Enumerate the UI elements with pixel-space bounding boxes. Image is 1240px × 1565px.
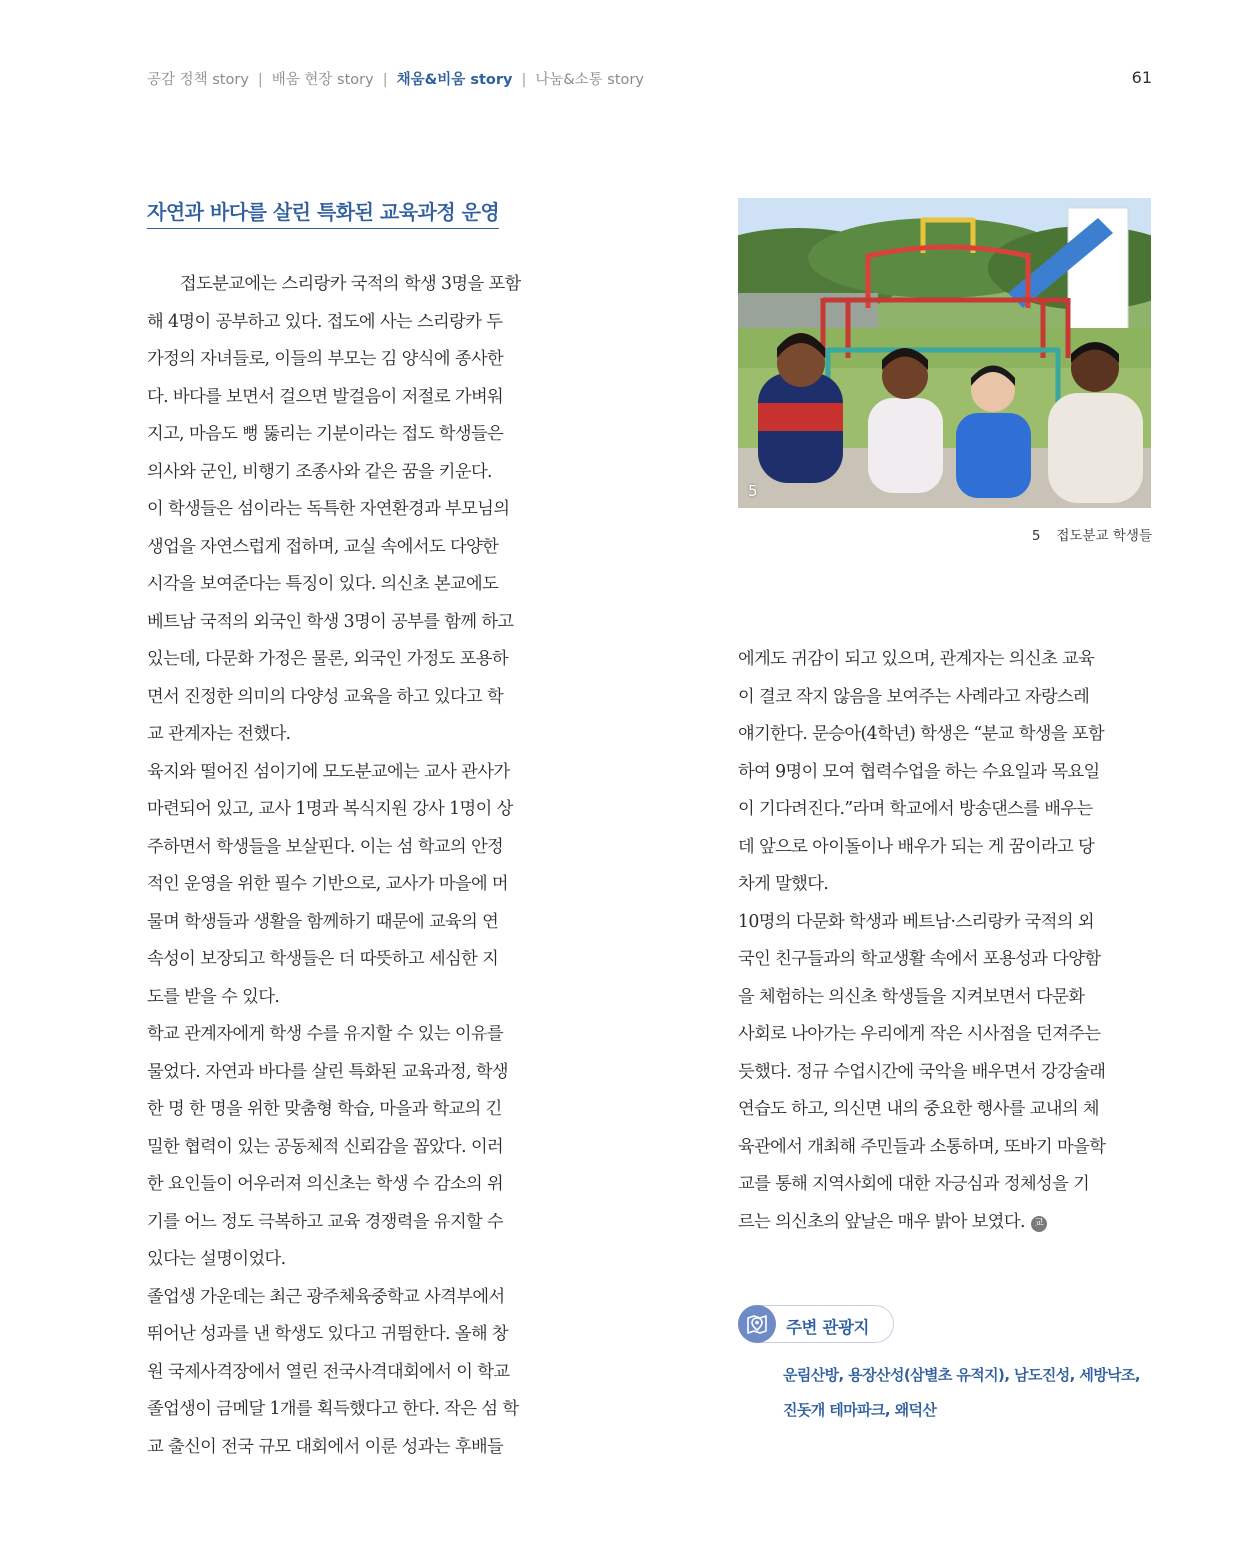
text-line: 졸업생 가운데는 최근 광주체육중학교 사격부에서 [147,1286,505,1307]
attractions-line: 진돗개 테마파크, 왜덕산 [783,1401,937,1419]
text-line: 교 출신이 전국 규모 대회에서 이룬 성과는 후배들 [147,1436,504,1457]
left-column [147,266,562,1466]
nav-separator: | [257,72,263,88]
nav-item-sharing[interactable]: 나눔&소통 story [535,72,644,88]
text-line: 마련되어 있고, 교사 1명과 복식지원 강사 1명이 상 [147,799,513,819]
text-line: 에게도 귀감이 되고 있으며, 관계자는 의신초 교육 [738,649,1095,669]
text-line: 주하면서 학생들을 보살핀다. 이는 섬 학교의 안정 [147,836,504,857]
last-line-text: 르는 의신초의 앞날은 매우 밝아 보였다. [738,1211,1025,1232]
text-line: 생업을 자연스럽게 접하며, 교실 속에서도 다양한 [147,536,499,557]
attractions-label: 주변 관광지 [786,1318,870,1337]
text-line: 한 명 한 명을 위한 맞춤형 학습, 마을과 학교의 긴 [147,1099,502,1119]
text-line: 데 앞으로 아이돌이나 배우가 되는 게 꿈이라고 당 [738,836,1095,857]
text-line: 이 기다려진다.”라며 학교에서 방송댄스를 배우는 [738,799,1093,819]
text-line: 지고, 마음도 뻥 뚫리는 기분이라는 접도 학생들은 [147,424,504,444]
school-children-photo [738,198,1151,508]
nav-item-fill-empty[interactable]: 채움&비움 story [396,72,513,88]
text-line: 졸업생이 금메달 1개를 획득했다고 한다. 작은 섬 학 [147,1399,519,1419]
text-line: 의사와 군인, 비행기 조종사와 같은 꿈을 키운다. [147,461,492,482]
text-line: 육지와 떨어진 섬이기에 모도분교에는 교사 관사가 [147,761,510,782]
text-line: 원 국제사격장에서 열린 전국사격대회에서 이 학교 [147,1361,510,1382]
nav-item-policy[interactable]: 공감 정책 story [147,72,249,88]
text-line: 시각을 보여준다는 특징이 있다. 의신초 본교에도 [147,574,499,594]
text-line: 연습도 하고, 의신면 내의 중요한 행사를 교내의 체 [738,1099,1100,1119]
text-line [738,1204,1152,1242]
photo-illustration [738,198,1151,508]
text-line: 다. 바다를 보면서 걸으면 발걸음이 저절로 가벼워 [147,386,504,407]
text-line: 차게 말했다. [738,874,829,894]
text-line: 육관에서 개최해 주민들과 소통하며, 또바기 마을학 [738,1136,1106,1157]
text-line: 하여 9명이 모여 협력수업을 하는 수요일과 목요일 [738,761,1100,782]
text-line: 해 4명이 공부하고 있다. 접도에 사는 스리랑카 두 [147,311,503,332]
text-line: 듯했다. 정규 수업시간에 국악을 배우면서 강강술래 [738,1061,1106,1082]
text-line: 교를 통해 지역사회에 대한 자긍심과 정체성을 기 [738,1174,1090,1194]
caption-text: 접도분교 학생들 [1056,528,1152,544]
text-line: 도를 받을 수 있다. [147,986,280,1007]
map-pin-icon-svg [738,1305,776,1343]
text-line: 베트남 국적의 외국인 학생 3명이 공부를 함께 하고 [147,611,514,632]
text-line: 있다는 설명이었다. [147,1249,286,1269]
text-line: 물며 학생들과 생활을 함께하기 때문에 교육의 연 [147,911,499,932]
photo-number: 5 [748,482,758,500]
text-line: 뛰어난 성과를 낸 학생도 있다고 귀띔한다. 올해 창 [147,1324,509,1344]
text-line: 10명의 다문화 학생과 베트남·스리랑카 국적의 외 [738,911,1094,932]
nav-separator: | [382,72,388,88]
article-end-icon: 교 [1031,1216,1047,1232]
text-line: 이 결코 작지 않음을 보여주는 사례라고 자랑스레 [738,686,1090,707]
caption-number: 5 [1031,528,1041,544]
text-line: 적인 운영을 위한 필수 기반으로, 교사가 마을에 머 [147,874,509,894]
nav-item-learning[interactable]: 배움 현장 story [271,72,374,88]
text-line: 있는데, 다문화 가정은 물론, 외국인 가정도 포용하 [147,649,509,669]
section-title: 자연과 바다를 살린 특화된 교육과정 운영 [147,196,499,229]
photo-caption [1032,524,1152,544]
attractions-line: 운림산방, 용장산성(삼별초 유적지), 남도진성, 세방낙조, [783,1366,1140,1384]
text-line: 국인 친구들과의 학교생활 속에서 포용성과 다양함 [738,949,1101,969]
text-line: 기를 어느 정도 극복하고 교육 경쟁력을 유지할 수 [147,1211,504,1232]
text-line: 가정의 자녀들로, 이들의 부모는 김 양식에 종사한 [147,349,504,369]
text-line: 학교 관계자에게 학생 수를 유지할 수 있는 이유를 [147,1024,504,1044]
text-line: 사회로 나아가는 우리에게 작은 시사점을 던져주는 [738,1024,1101,1044]
text-line: 밀한 협력이 있는 공동체적 신뢰감을 꼽았다. 이러 [147,1136,504,1157]
nav-separator: | [521,72,527,88]
text-line: 면서 진정한 의미의 다양성 교육을 하고 있다고 학 [147,686,504,707]
page-number: 61 [1131,68,1152,87]
map-pin-icon [738,1305,776,1343]
attractions-badge [738,1305,894,1343]
text-line: 얘기한다. 문승아(4학년) 학생은 “분교 학생을 포함 [738,724,1105,744]
text-line: 물었다. 자연과 바다를 살린 특화된 교육과정, 학생 [147,1061,509,1082]
story-nav [147,68,644,89]
text-line: 을 체험하는 의신초 학생들을 지켜보면서 다문화 [738,986,1085,1007]
text-line: 교 관계자는 전했다. [147,724,291,744]
right-column [738,641,1152,1241]
text-line: 속성이 보장되고 학생들은 더 따뜻하고 세심한 지 [147,949,499,969]
page-header [147,68,1152,90]
text-line: 접도분교에는 스리랑카 국적의 학생 3명을 포함 [180,274,521,294]
text-line: 한 요인들이 어우러져 의신초는 학생 수 감소의 위 [147,1174,504,1194]
attractions-list [783,1358,1140,1428]
text-line: 이 학생들은 섬이라는 독특한 자연환경과 부모님의 [147,499,510,519]
